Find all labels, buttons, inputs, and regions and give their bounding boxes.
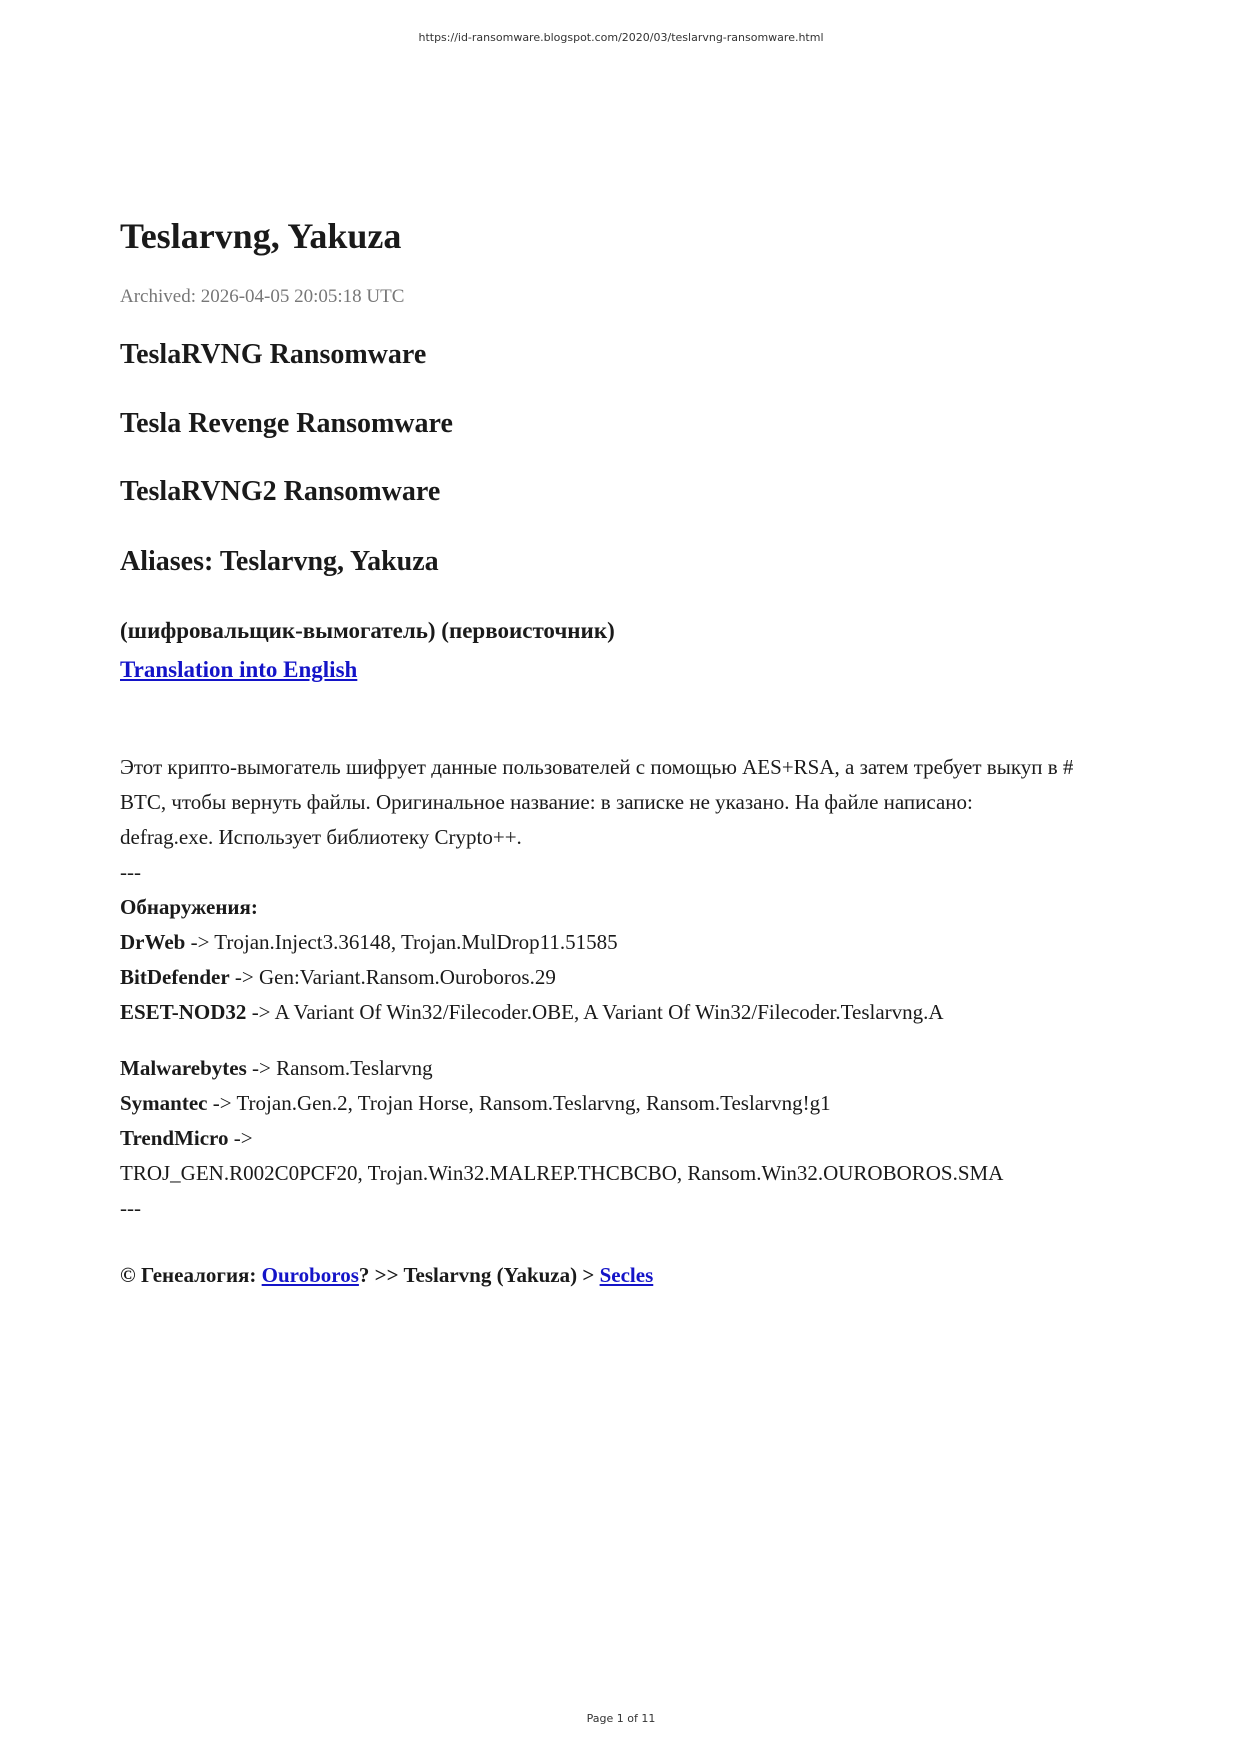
detection-result: -> Gen:Variant.Ransom.Ouroboros.29	[229, 965, 556, 989]
detection-vendor: DrWeb	[120, 930, 186, 954]
detection-result-continued: TROJ_GEN.R002C0PCF20, Trojan.Win32.MALREP.THCBCBO, Ransom.Win32.OUROBOROS.SMA	[120, 1161, 1004, 1185]
detection-row	[120, 925, 1130, 960]
detection-result: -> Ransom.Teslarvng	[246, 1056, 433, 1080]
separator: ---	[120, 1196, 141, 1220]
article-body	[120, 750, 1130, 1226]
description-line: Этот крипто-вымогатель шифрует данные пользователей с помощью AES+RSA, а затем требует выкуп в #	[120, 755, 1074, 779]
heading-tesla-revenge: Tesla Revenge Ransomware	[120, 408, 453, 439]
detection-vendor: BitDefender	[120, 965, 230, 989]
heading-aliases: Aliases: Teslarvng, Yakuza	[120, 546, 439, 577]
detection-result: -> A Variant Of Win32/Filecoder.OBE, A Variant Of Win32/Filecoder.Teslarvng.A	[246, 1000, 944, 1024]
article-title: Teslarvng, Yakuza	[120, 216, 402, 256]
translation-link-wrap	[120, 657, 357, 683]
detection-row	[120, 1051, 1130, 1086]
detection-result: -> Trojan.Gen.2, Trojan Horse, Ransom.Teslarvng, Ransom.Teslarvng!g1	[207, 1091, 831, 1115]
detection-vendor: ESET-NOD32	[120, 1000, 247, 1024]
genealogy	[120, 1263, 653, 1288]
translation-link[interactable]: Translation into English	[120, 657, 358, 682]
detection-row	[120, 995, 1130, 1030]
detection-row	[120, 1086, 1130, 1121]
detection-result: ->	[228, 1126, 253, 1150]
detection-vendor: Malwarebytes	[120, 1056, 247, 1080]
page-number: Page 1 of 11	[586, 1712, 656, 1725]
description-line: defrag.exe. Использует библиотеку Crypto++.	[120, 825, 522, 849]
genealogy-link-secles[interactable]: Secles	[599, 1263, 654, 1287]
detection-row	[120, 1121, 1130, 1156]
detection-row	[120, 960, 1130, 995]
genealogy-link-ouroboros[interactable]: Ouroboros	[261, 1263, 359, 1287]
detection-vendor: TrendMicro	[120, 1126, 229, 1150]
genealogy-prefix: © Генеалогия:	[120, 1263, 262, 1287]
page-url-header: https://id-ransomware.blogspot.com/2020/03/teslarvng-ransomware.html	[418, 31, 824, 44]
separator: ---	[120, 860, 141, 884]
subtitle: (шифровальщик-вымогатель) (первоисточник)	[120, 618, 615, 643]
detection-vendor: Symantec	[120, 1091, 208, 1115]
description-line: BTC, чтобы вернуть файлы. Оригинальное название: в записке не указано. На файле написано:	[120, 790, 973, 814]
detection-result: -> Trojan.Inject3.36148, Trojan.MulDrop11.51585	[185, 930, 618, 954]
spacer	[120, 1030, 1130, 1051]
heading-teslarvng2: TeslaRVNG2 Ransomware	[120, 476, 441, 507]
heading-teslarvng: TeslaRVNG Ransomware	[120, 339, 427, 370]
archived-timestamp: Archived: 2026-04-05 20:05:18 UTC	[120, 286, 405, 307]
genealogy-middle: ? >> Teslarvng (Yakuza) >	[358, 1263, 600, 1287]
detections-label: Обнаружения:	[120, 895, 258, 919]
